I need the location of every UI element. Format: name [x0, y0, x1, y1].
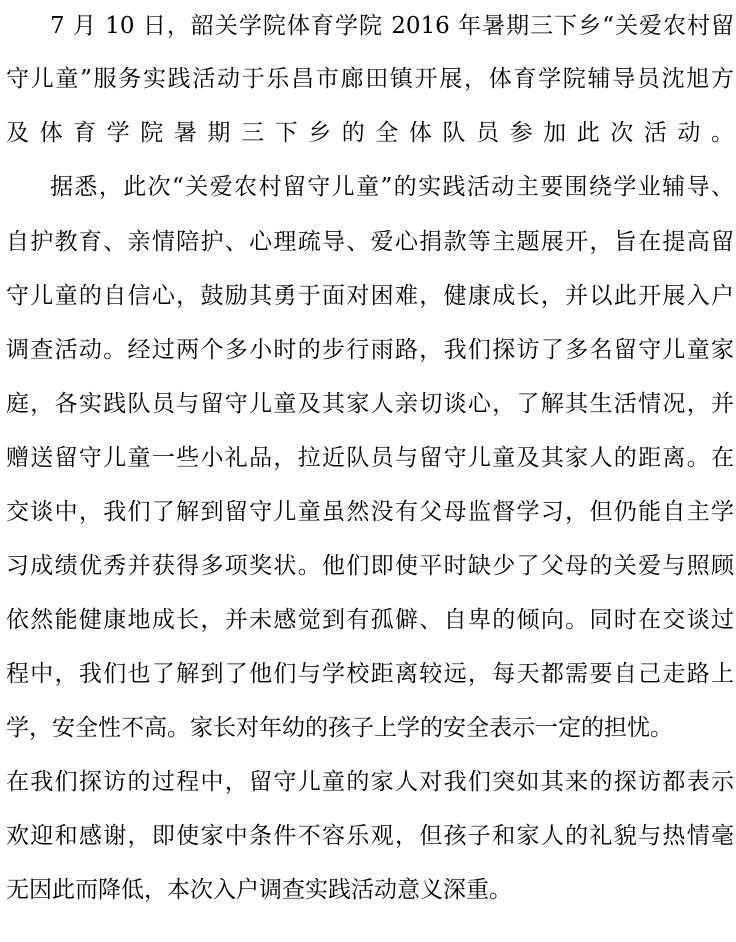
- paragraph-2-line-14: 无因此而降低，本次入户调查实践活动意义深重。: [6, 877, 512, 903]
- paragraph-2-line-11: 学，安全性不高。家长对年幼的孩子上学的安全表示一定的担忧。: [6, 715, 673, 741]
- paragraph-1-line-2: 守儿童”服务实践活动于乐昌市廊田镇开展，体育学院辅导员沈旭方: [6, 66, 734, 92]
- paragraph-2-line-8: 习成绩优秀并获得多项奖状。他们即使平时缺少了父母的关爱与照顾: [6, 553, 734, 579]
- paragraph-2-line-5: 庭，各实践队员与留守儿童及其家人亲切谈心，了解其生活情况，并: [6, 391, 734, 417]
- paragraph-2-line-2: 自护教育、亲情陪护、心理疏导、爱心捐款等主题展开，旨在提高留: [6, 229, 734, 255]
- paragraph-2-line-7: 交谈中，我们了解到留守儿童虽然没有父母监督学习，但仍能自主学: [6, 499, 734, 525]
- paragraph-2-line-4: 调查活动。经过两个多小时的步行雨路，我们探访了多名留守儿童家: [6, 337, 734, 363]
- paragraph-2-line-6: 赠送留守儿童一些小礼品，拉近队员与留守儿童及其家人的距离。在: [6, 445, 734, 471]
- paragraph-2-line-9: 依然能健康地成长，并未感觉到有孤僻、自卑的倾向。同时在交谈过: [6, 607, 734, 633]
- paragraph-1-line-1: 7 月 10 日，韶关学院体育学院 2016 年暑期三下乡“关爱农村留: [50, 13, 734, 39]
- paragraph-2-line-10: 程中，我们也了解到了他们与学校距离较远，每天都需要自己走路上: [6, 661, 734, 687]
- paragraph-1-line-3: 及体育学院暑期三下乡的全体队员参加此次活动。: [6, 120, 734, 146]
- paragraph-2-line-3: 守儿童的自信心，鼓励其勇于面对困难，健康成长，并以此开展入户: [6, 283, 734, 309]
- paragraph-2-line-1: 据悉，此次“关爱农村留守儿童”的实践活动主要围绕学业辅导、: [50, 174, 734, 200]
- paragraph-2-line-13: 欢迎和感谢，即使家中条件不容乐观，但孩子和家人的礼貌与热情毫: [6, 823, 734, 849]
- paragraph-2-line-12: 在我们探访的过程中，留守儿童的家人对我们突如其来的探访都表示: [6, 769, 734, 795]
